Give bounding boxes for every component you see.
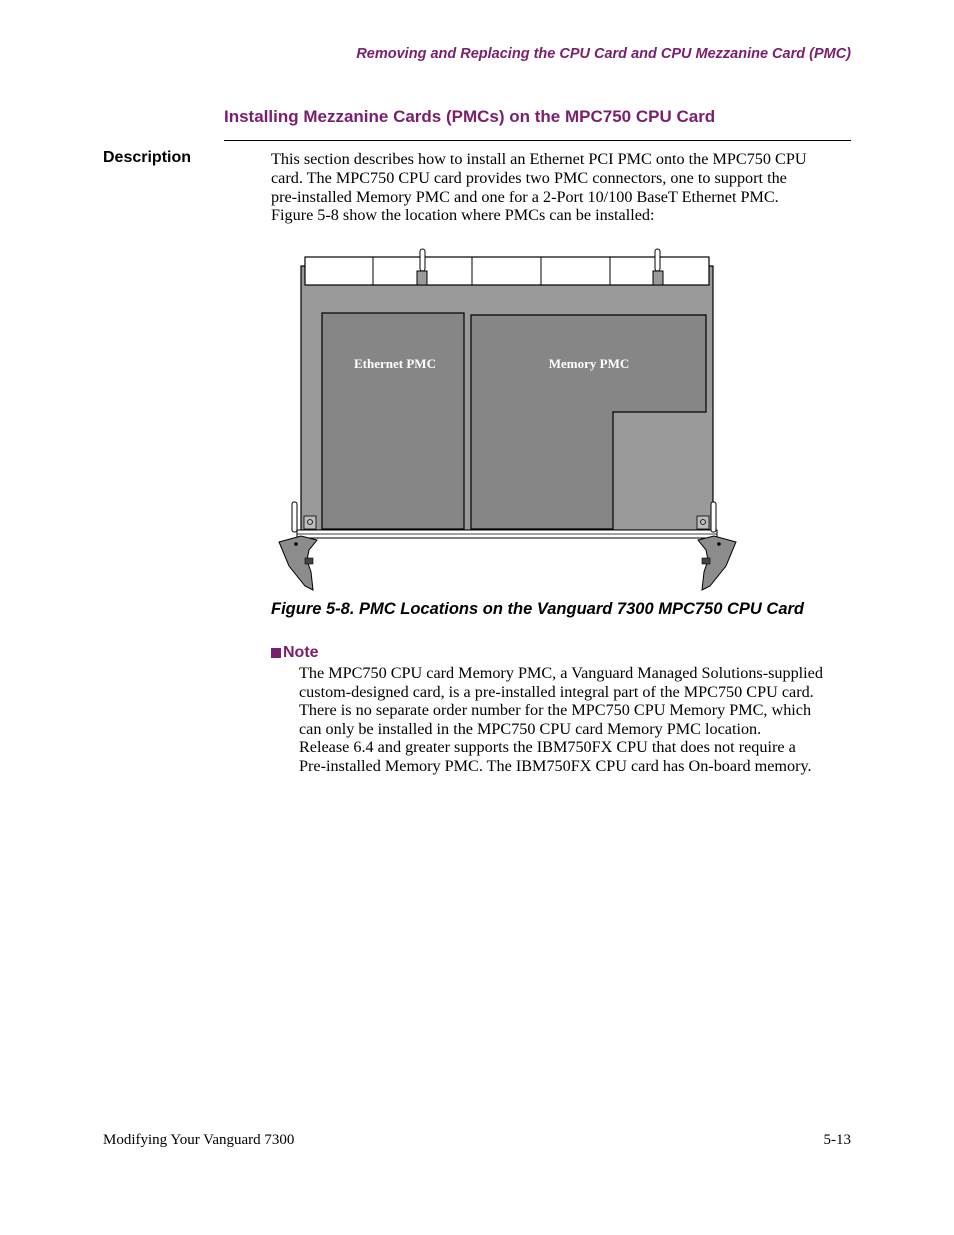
note-line: custom-designed card, is a pre-installed integral part of the MPC750 CPU card. — [299, 682, 814, 701]
ethernet-pmc-label: Ethernet PMC — [354, 356, 436, 371]
footer-page-number: 5-13 — [823, 1132, 851, 1148]
section-rule — [224, 140, 851, 141]
note-line: can only be installed in the MPC750 CPU card Memory PMC location. — [299, 719, 762, 738]
paragraph-line: pre-installed Memory PMC and one for a 2-Port 10/100 BaseT Ethernet PMC. — [271, 187, 779, 206]
right-ejector-handle — [698, 536, 736, 590]
running-header: Removing and Replacing the CPU Card and CPU Mezzanine Card (PMC) — [356, 46, 851, 62]
note-heading — [271, 644, 319, 662]
top-connector-strip — [305, 249, 709, 285]
footer-book-title: Modifying Your Vanguard 7300 — [103, 1132, 295, 1148]
note-bullet-icon — [271, 648, 281, 658]
left-ejector-handle — [279, 536, 317, 590]
memory-pmc-label: Memory PMC — [548, 356, 630, 371]
paragraph-line: card. The MPC750 CPU card provides two PMC connectors, one to support the — [271, 168, 787, 187]
description-paragraph — [271, 150, 851, 225]
note-line: There is no separate order number for the MPC750 CPU Memory PMC, which — [299, 701, 812, 719]
note-line: The MPC750 CPU card Memory PMC, a Vanguard Managed Solutions-supplied — [299, 664, 823, 682]
note-paragraph — [299, 664, 859, 775]
note-line: Release 6.4 and greater supports the IBM750FX CPU that does not require a — [299, 738, 796, 756]
ethernet-pmc-slot — [322, 313, 464, 529]
side-label-description: Description — [103, 149, 192, 166]
paragraph-line: Figure 5-8 show the location where PMCs can be installed: — [271, 206, 655, 225]
note-heading-text: Note — [283, 644, 319, 661]
section-title: Installing Mezzanine Cards (PMCs) on the MPC750 CPU Card — [224, 107, 716, 126]
figure-caption: Figure 5-8. PMC Locations on the Vanguard 7300 MPC750 CPU Card — [271, 600, 805, 618]
paragraph-line: This section describes how to install an Ethernet PCI PMC onto the MPC750 CPU — [271, 150, 807, 168]
pmc-location-figure — [275, 244, 740, 596]
note-line: Pre-installed Memory PMC. The IBM750FX CPU card has On-board memory. — [299, 756, 812, 775]
